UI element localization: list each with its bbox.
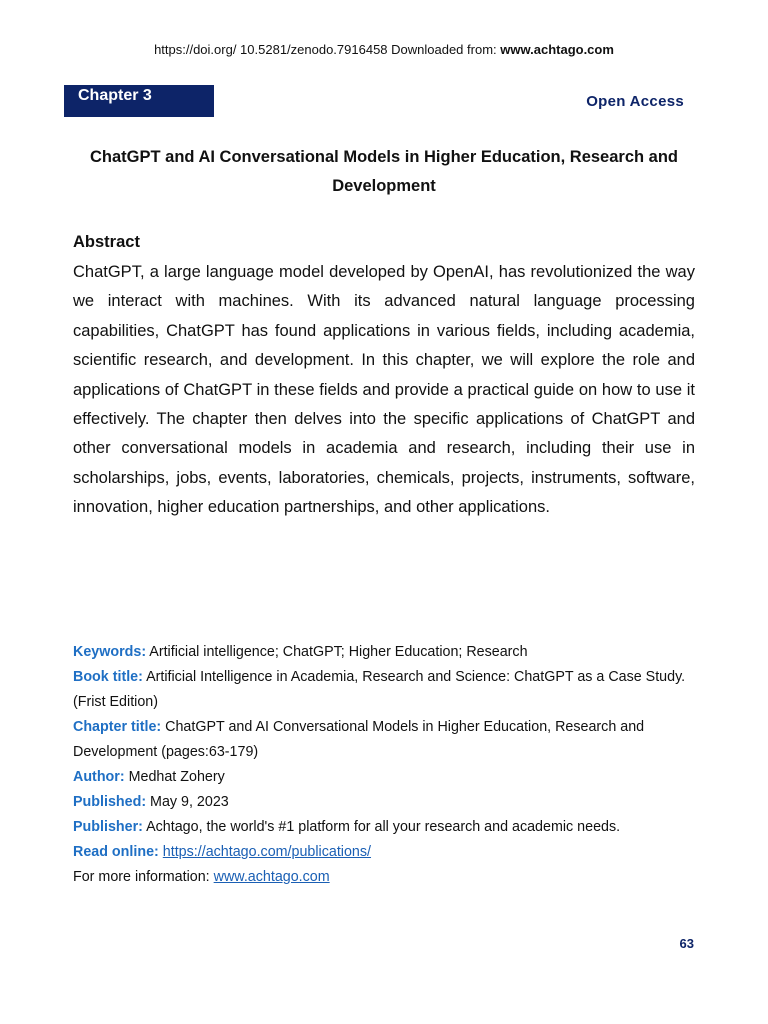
chapter-tag: Chapter 3 xyxy=(64,85,214,117)
metadata-block xyxy=(73,640,695,890)
read-online-label: Read online: xyxy=(73,844,159,860)
keywords-label: Keywords: xyxy=(73,644,147,660)
abstract-heading: Abstract xyxy=(73,233,140,251)
author-row xyxy=(73,765,695,790)
publisher-value: Achtago, the world's #1 platform for all your research and academic needs. xyxy=(142,819,621,835)
site-link[interactable]: www.achtago.com xyxy=(500,42,614,57)
publisher-row xyxy=(73,815,695,840)
published-label: Published: xyxy=(73,794,147,810)
chapter-title-label: Chapter title: xyxy=(73,719,162,735)
doi-text: https://doi.org/ 10.5281/zenodo.7916458 Downloaded from: xyxy=(154,42,501,57)
book-title-value: Artificial Intelligence in Academia, Research and Science: ChatGPT as a Case Study. (Frist Edition) xyxy=(73,669,686,710)
published-row xyxy=(73,790,695,815)
page-number: 63 xyxy=(679,936,694,951)
chapter-title-value: ChatGPT and AI Conversational Models in Higher Education, Research and Development (pages:63-179) xyxy=(73,719,645,760)
publisher-label: Publisher: xyxy=(73,819,143,835)
read-online-link[interactable]: https://achtago.com/publications/ xyxy=(162,844,372,860)
keywords-value: Artificial intelligence; ChatGPT; Higher Education; Research xyxy=(146,644,528,660)
more-info-row xyxy=(73,865,695,890)
download-header xyxy=(0,42,768,58)
read-online-row xyxy=(73,840,695,865)
chapter-title-row xyxy=(73,715,695,765)
published-value: May 9, 2023 xyxy=(146,794,229,810)
abstract-body: ChatGPT, a large language model developed by OpenAI, has revolutionized the way we interact with machines. With its advanced natural language processing capabilities, ChatGPT has found applications in various fields, including academia, scientific research, and development. In this chapter, we will explore the role and applications of ChatGPT in these fields and provide a practical guide on how to use it effectively. The chapter then delves into the specific applications of ChatGPT and other conversational models in academia and research, including their use in scholarships, jobs, events, laboratories, chemicals, projects, instruments, software, innovation, higher education partnerships, and other applications. xyxy=(73,263,695,517)
book-title-label: Book title: xyxy=(73,669,143,685)
open-access-label: Open Access xyxy=(586,93,684,110)
author-label: Author: xyxy=(73,769,125,785)
keywords-row xyxy=(73,640,695,665)
chapter-title: ChatGPT and AI Conversational Models in Higher Education, Research and Development xyxy=(90,148,678,195)
book-title-row xyxy=(73,665,695,715)
more-info-link[interactable]: www.achtago.com xyxy=(213,869,330,885)
author-value: Medhat Zohery xyxy=(124,769,225,785)
more-info-label: For more information: xyxy=(73,869,214,885)
